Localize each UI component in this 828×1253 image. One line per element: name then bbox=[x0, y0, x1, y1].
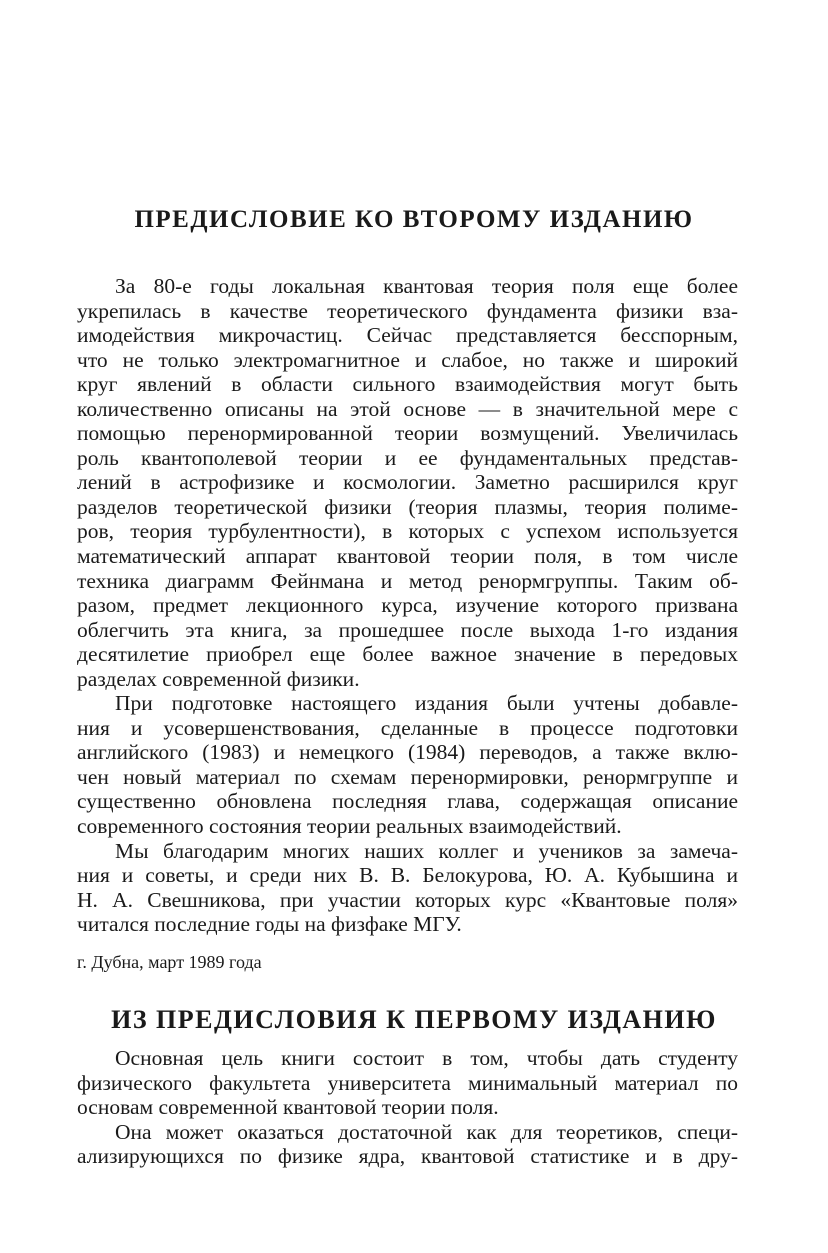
text-line: роль квантополевой теории и ее фундаментальных представ- bbox=[77, 445, 738, 470]
text-line: техника диаграмм Фейнмана и метод ренормгруппы. Таким об- bbox=[77, 568, 738, 593]
text-line: облегчить эта книга, за прошедшее после выхода 1-го издания bbox=[77, 617, 738, 642]
text-line: За 80-е годы локальная квантовая теория поля еще более bbox=[115, 274, 738, 298]
text-line: имодействия микрочастиц. Сейчас представляется бесспорным, bbox=[77, 323, 738, 348]
text-line: десятилетие приобрел еще более важное значение в передовых bbox=[77, 642, 738, 667]
text-line: современного состояния теории реальных взаимодействий. bbox=[77, 814, 622, 839]
text-line: Основная цель книги состоит в том, чтобы дать студенту bbox=[115, 1046, 738, 1070]
text-line: существенно обновлена последняя глава, содержащая описание bbox=[77, 789, 738, 814]
text-line: ров, теория турбулентности), в которых с успехом используется bbox=[77, 519, 738, 544]
preface2-body bbox=[77, 274, 738, 937]
text-line: ния и усовершенствования, сделанные в процессе подготовки bbox=[77, 715, 738, 740]
text-line: ализирующихся по физике ядра, квантовой статистике и в дру- bbox=[77, 1144, 738, 1169]
preface1-body bbox=[77, 1046, 738, 1169]
text-line: что не только электромагнитное и слабое, но также и широкий bbox=[77, 347, 738, 372]
text-line: разделов теоретической физики (теория плазмы, теория полиме- bbox=[77, 494, 738, 519]
text-line: Мы благодарим многих наших коллег и учеников за замеча- bbox=[115, 838, 738, 863]
text-line: разделах современной физики. bbox=[77, 666, 360, 691]
preface1-title: ИЗ ПРЕДИСЛОВИЯ К ПЕРВОМУ ИЗДАНИЮ bbox=[111, 1005, 717, 1034]
text-line: ния и советы, и среди них В. В. Белокурова, Ю. А. Кубышина и bbox=[77, 863, 738, 888]
text-line: лений в астрофизике и космологии. Заметно расширился круг bbox=[77, 470, 738, 495]
text-line: количественно описаны на этой основе — в значительной мере с bbox=[77, 396, 738, 421]
text-line: математический аппарат квантовой теории поля, в том числе bbox=[77, 544, 738, 569]
text-line: помощью перенормированной теории возмущений. Увеличилась bbox=[77, 421, 738, 446]
preface2-title: ПРЕДИСЛОВИЕ КО ВТОРОМУ ИЗДАНИЮ bbox=[134, 206, 694, 233]
signature: г. Дубна, март 1989 года bbox=[77, 952, 262, 972]
text-line: При подготовке настоящего издания были учтены добавле- bbox=[115, 691, 738, 716]
text-line: круг явлений в области сильного взаимодействия могут быть bbox=[77, 372, 738, 397]
text-line: укрепилась в качестве теоретического фундамента физики вза- bbox=[77, 298, 738, 323]
text-line: Н. А. Свешникова, при участии которых курс «Квантовые поля» bbox=[77, 887, 738, 912]
text-line: разом, предмет лекционного курса, изучение которого призвана bbox=[77, 593, 738, 618]
text-line: Она может оказаться достаточной как для теоретиков, специ- bbox=[115, 1119, 738, 1144]
text-line: основам современной квантовой теории поля. bbox=[77, 1095, 499, 1120]
text-line: английского (1983) и немецкого (1984) переводов, а также вклю- bbox=[77, 740, 738, 765]
text-line: чен новый материал по схемам перенормировки, ренормгруппе и bbox=[77, 764, 738, 789]
text-line: читался последние годы на физфаке МГУ. bbox=[77, 912, 462, 937]
text-line: физического факультета университета минимальный материал по bbox=[77, 1070, 738, 1095]
